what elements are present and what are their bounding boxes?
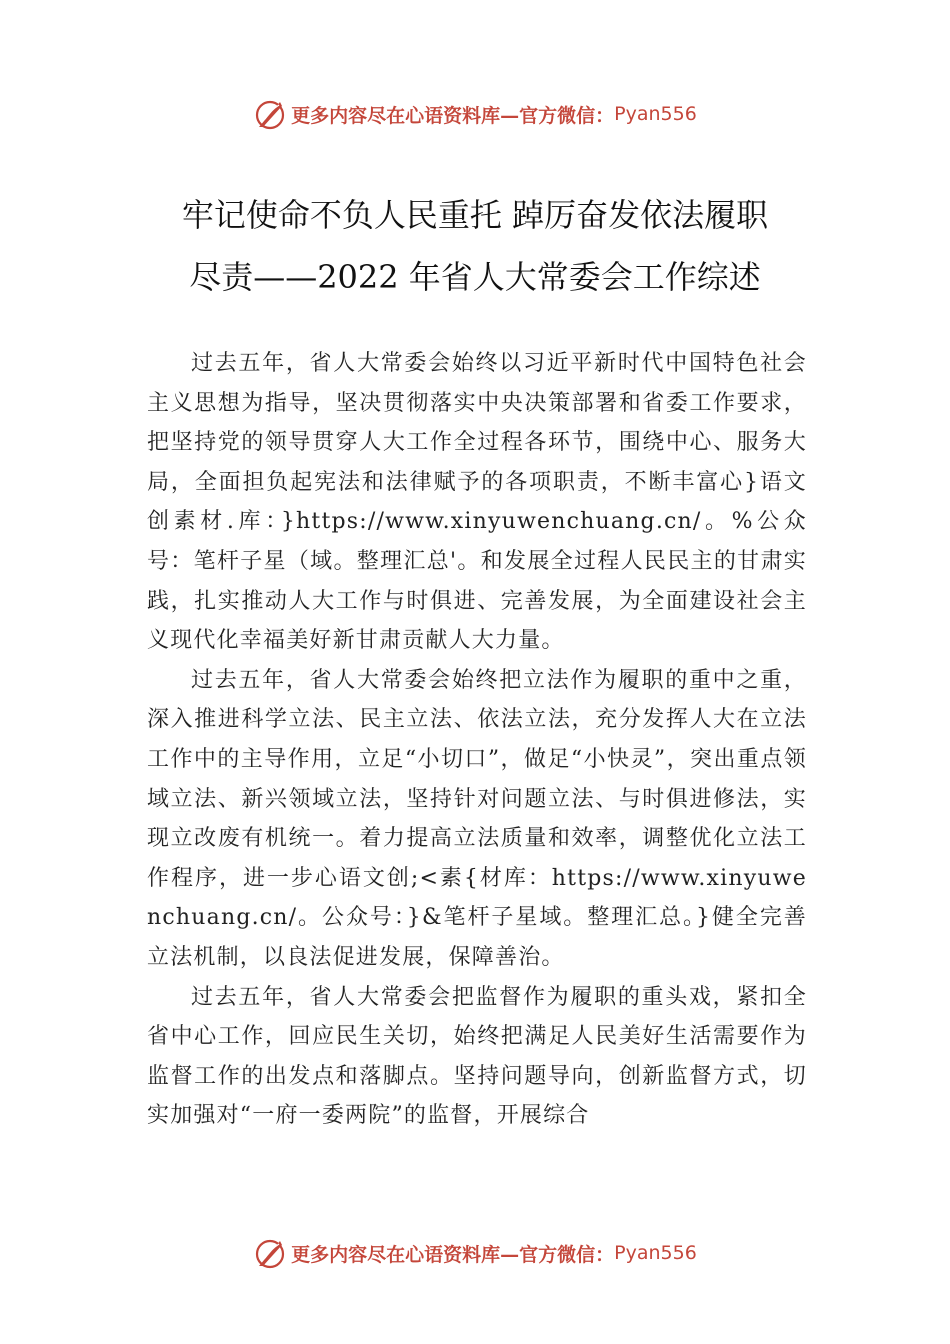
title-line-2: 尽责——2022 年省人大常委会工作综述 <box>189 258 761 296</box>
banner-text: 更多内容尽在心语资料库—官方微信： <box>291 104 615 127</box>
banner-wechat-id: Pyan556 <box>614 1242 697 1264</box>
title-line-1: 牢记使命不负人民重托 踔厉奋发依法履职 <box>181 196 769 234</box>
banner-wechat-id: Pyan556 <box>614 103 697 125</box>
paragraph-1: 过去五年，省人大常委会始终以习近平新时代中国特色社会主义思想为指导，坚决贯彻落实中央决策部署和省委工作要求，把坚持党的领导贯穿人大工作全过程各环节，围绕中心、服务大局，全面担负起宪法和法律赋予的各项职责，不断丰富心}语文创素材.库：}https://www.xinyuwenchuang.cn/。%公众号：笔杆子星（域。整理汇总'。和发展全过程人民民主的甘肃实践，扎实推动人大工作与时俱进、完善发展，为全面建设社会主义现代化幸福美好新甘肃贡献人大力量。 <box>147 351 807 654</box>
footer-banner <box>0 1233 950 1273</box>
banner-text: 更多内容尽在心语资料库—官方微信： <box>291 1243 615 1266</box>
quill-logo-icon <box>253 97 287 131</box>
paragraph-2: 过去五年，省人大常委会始终把立法作为履职的重中之重，深入推进科学立法、民主立法、依法立法，充分发挥人大在立法工作中的主导作用，立足“小切口”，做足“小快灵”，突出重点领域立法、新兴领域立法，坚持针对问题立法、与时俱进修法，实现立改废有机统一。着力提高立法质量和效率，调整优化立法工作程序，进一步心语文创;<素{材库：https://www.xinyuwenchuang.cn/。公众号：}&笔杆子星域。整理汇总。}健全完善立法机制，以良法促进发展，保障善治。 <box>147 667 807 970</box>
document-title <box>120 184 830 308</box>
header-banner <box>0 94 950 134</box>
document-body <box>147 344 807 1136</box>
paragraph-3: 过去五年，省人大常委会把监督作为履职的重头戏，紧扣全省中心工作，回应民生关切，始终把满足人民美好生活需要作为监督工作的出发点和落脚点。坚持问题导向，创新监督方式，切实加强对“一府一委两院”的监督，开展综合 <box>147 984 807 1129</box>
quill-logo-icon <box>253 1236 287 1270</box>
